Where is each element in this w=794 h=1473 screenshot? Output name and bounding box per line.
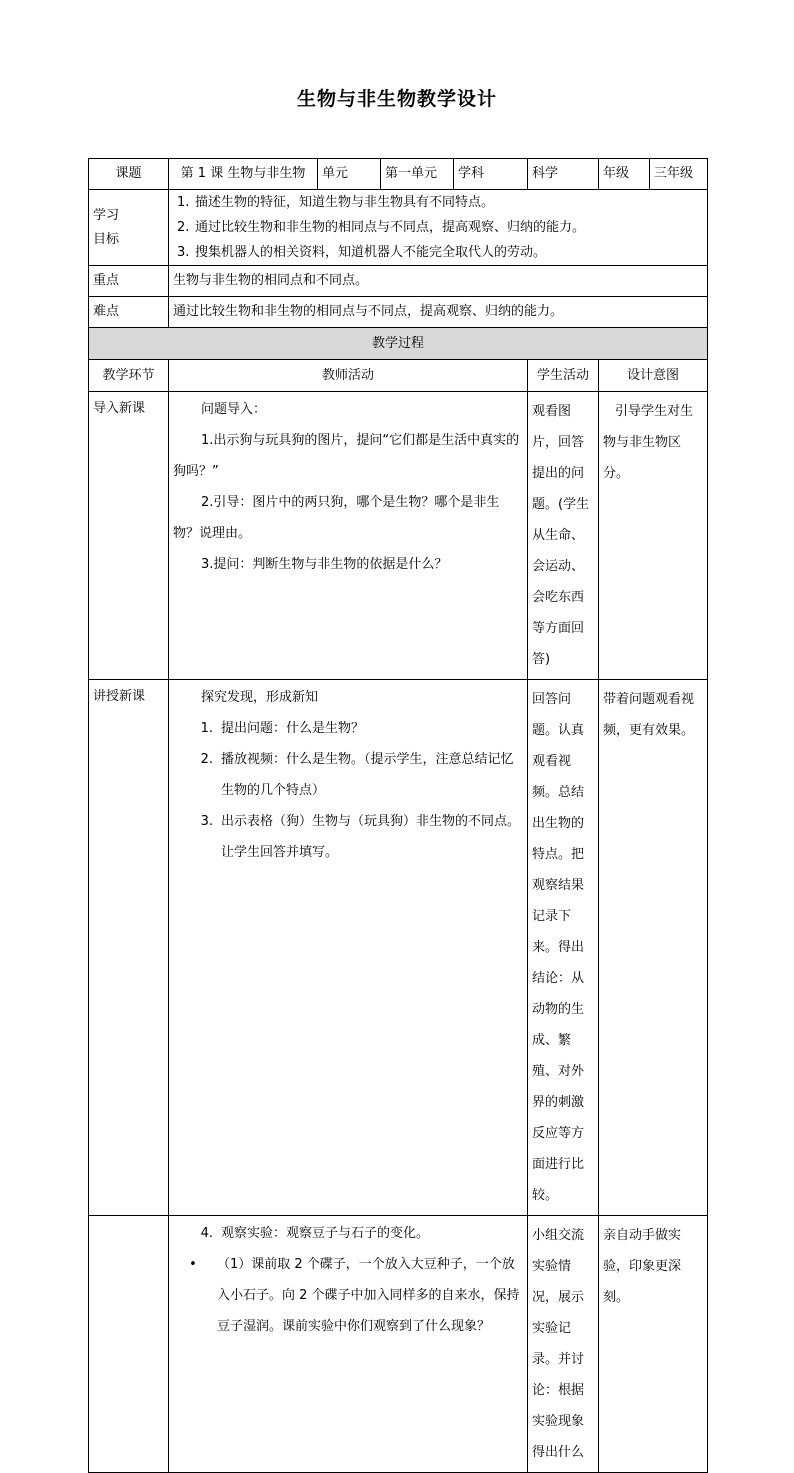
grade-label: 年级 <box>599 159 650 190</box>
process-heading-row <box>89 328 708 360</box>
lesson-value: 第 1 课 生物与非生物 <box>169 159 318 190</box>
col-intent: 设计意图 <box>599 360 708 392</box>
intent-cell: 亲自动手做实验，印象更深刻。 <box>599 1216 708 1473</box>
col-teacher: 教师活动 <box>169 360 528 392</box>
goal-item: 2. 通过比较生物和非生物的相同点与不同点，提高观察、归纳的能力。 <box>177 220 586 235</box>
difficulty-row <box>89 297 708 328</box>
teacher-cell: 探究发现，形成新知 1. 提出问题：什么是生物？ 2. 播放视频：什么是生物。（提示学生，注意总结记忆生物的几个特点） 3. 出示表格（狗）生物与（玩具狗）非生物的不同点。让学生回答并填写。 <box>169 680 528 1216</box>
process-heading: 教学过程 <box>89 328 708 360</box>
process-columns-row <box>89 360 708 392</box>
teacher-item: 1. 提出问题：什么是生物？ <box>200 721 365 736</box>
teacher-line: 2.引导：图片中的两只狗，哪个是生物？哪个是非生物？说理由。 <box>173 495 500 541</box>
key-row <box>89 266 708 297</box>
teacher-item: 2. 播放视频：什么是生物。（提示学生，注意总结记忆生物的几个特点） <box>200 752 514 798</box>
key-content: 生物与非生物的相同点和不同点。 <box>169 266 708 297</box>
stage-cell: 导入新课 <box>89 392 169 680</box>
header-row <box>89 159 708 190</box>
subject-label: 学科 <box>454 159 528 190</box>
subject-value: 科学 <box>528 159 599 190</box>
goals-content <box>169 190 708 266</box>
unit-label: 单元 <box>318 159 381 190</box>
student-cell: 回答问题。认真观看视频。总结出生物的特点。把观察结果记录下来。得出结论：从动物的生成、繁殖、对外界的刺激反应等方面进行比较。 <box>528 680 599 1216</box>
stage-cell <box>89 1216 169 1473</box>
col-stage: 教学环节 <box>89 360 169 392</box>
teacher-line: 1.出示狗与玩具狗的图片，提问“它们都是生活中真实的狗吗？” <box>173 433 520 479</box>
student-cell: 小组交流实验情况，展示实验记录。并讨论：根据实验现象得出什么 <box>528 1216 599 1473</box>
process-row-new <box>89 680 708 1216</box>
teacher-cell <box>169 1216 528 1473</box>
goal-item: 3. 搜集机器人的相关资料，知道机器人不能完全取代人的劳动。 <box>177 245 547 260</box>
teacher-cell: 问题导入： 1.出示狗与玩具狗的图片，提问“它们都是生活中真实的狗吗？” 2.引导：图片中的两只狗，哪个是生物？哪个是非生物？说理由。 3.提问：判断生物与非生物的依据是什么？ <box>169 392 528 680</box>
difficulty-label: 难点 <box>89 297 169 328</box>
teacher-bullet: • （1）课前取 2 个碟子，一个放入大豆种子，一个放入小石子。向 2 个碟子中加入同样多的自来水，保持豆子湿润。课前实验中你们观察到了什么现象？ <box>189 1257 520 1334</box>
intent-cell: 带着问题观看视频，更有效果。 <box>599 680 708 1216</box>
teacher-item: 4. 观察实验：观察豆子与石子的变化。 <box>200 1226 430 1241</box>
goals-row <box>89 190 708 266</box>
teacher-line: 3.提问：判断生物与非生物的依据是什么？ <box>201 557 448 572</box>
lesson-plan-table <box>88 158 708 1473</box>
key-label: 重点 <box>89 266 169 297</box>
student-cell: 观看图片，回答提出的问题。(学生从生命、会运动、会吃东西等方面回答) <box>528 392 599 680</box>
lesson-label: 课题 <box>89 159 169 190</box>
process-row-experiment <box>89 1216 708 1473</box>
difficulty-content: 通过比较生物和非生物的相同点与不同点，提高观察、归纳的能力。 <box>169 297 708 328</box>
intent-cell: 引导学生对生物与非生物区分。 <box>599 392 708 680</box>
page-title: 生物与非生物教学设计 <box>296 88 497 110</box>
unit-value: 第一单元 <box>381 159 454 190</box>
col-student: 学生活动 <box>528 360 599 392</box>
stage-cell: 讲授新课 <box>89 680 169 1216</box>
teacher-item: 3. 出示表格（狗）生物与（玩具狗）非生物的不同点。让学生回答并填写。 <box>200 814 521 860</box>
goal-item: 1. 描述生物的特征，知道生物与非生物具有不同特点。 <box>177 195 495 210</box>
goals-label: 学习目标 <box>89 190 169 266</box>
process-row-intro <box>89 392 708 680</box>
grade-value: 三年级 <box>650 159 708 190</box>
